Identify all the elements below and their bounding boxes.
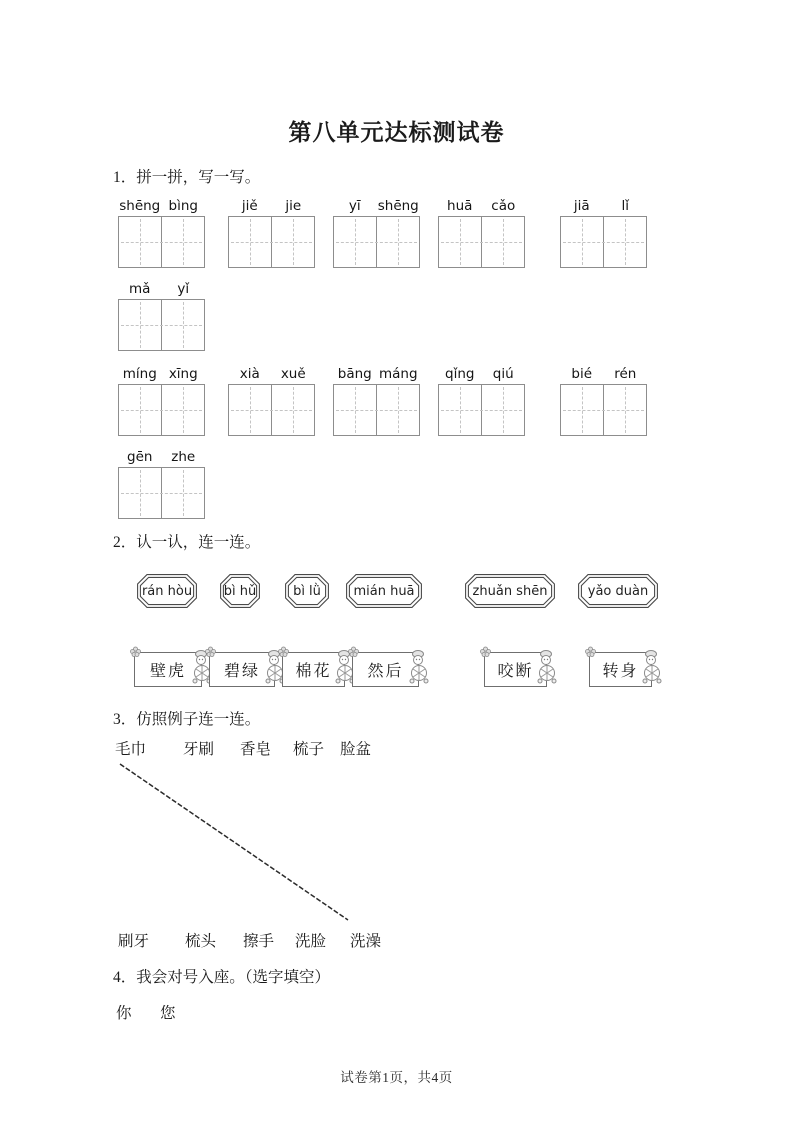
pinyin-syllable: xià <box>239 366 260 382</box>
pinyin-syllable: mǎ <box>129 281 151 297</box>
grid-cell <box>561 217 603 267</box>
grid-cell <box>376 217 419 267</box>
match-word-top: 脸盆 <box>340 741 372 758</box>
pinyin-word: rán hòu <box>141 583 193 599</box>
pinyin-frame <box>578 574 658 608</box>
grid-cell <box>376 385 419 435</box>
pinyin-word: mián huā <box>353 583 415 599</box>
pinyin-syllable: huā <box>447 198 473 214</box>
turtle-icon <box>537 648 557 688</box>
writing-grid <box>118 467 205 519</box>
grid-cell <box>119 217 161 267</box>
grid-cell <box>161 300 204 350</box>
grid-cell <box>119 468 161 518</box>
word-label: 碧绿 <box>223 663 260 680</box>
writing-grid <box>438 384 525 436</box>
word-label: 棉花 <box>295 663 332 680</box>
grid-cell <box>229 217 271 267</box>
grid-cell <box>229 385 271 435</box>
word-card <box>282 652 345 687</box>
pinyin-syllable: jiā <box>573 198 590 214</box>
grid-cell <box>334 385 376 435</box>
match-word-top: 梳子 <box>293 741 325 758</box>
flower-icon <box>205 646 216 658</box>
pinyin-writing-group <box>228 366 315 436</box>
pinyin-word: bì lǜ <box>293 583 321 599</box>
word-card <box>209 652 275 687</box>
question-1-label: 1．拼一拼，写一写。 <box>113 169 261 186</box>
pinyin-syllable: qǐng <box>445 366 475 382</box>
word-label: 壁虎 <box>149 663 186 680</box>
pinyin-writing-group <box>228 198 315 268</box>
writing-grid <box>228 384 315 436</box>
pinyin-syllable: yī <box>348 198 361 214</box>
grid-cell <box>334 217 376 267</box>
grid-cell <box>439 385 481 435</box>
page-footer: 试卷第1页，共4页 <box>340 1070 453 1085</box>
pinyin-syllable: xuě <box>280 366 306 382</box>
pinyin-syllable: yǐ <box>177 281 190 297</box>
pinyin-frame <box>220 574 260 608</box>
word-card <box>352 652 419 687</box>
grid-cell <box>271 385 314 435</box>
pinyin-syllable: bāng <box>337 366 372 382</box>
grid-cell <box>161 468 204 518</box>
grid-cell <box>561 385 603 435</box>
pinyin-syllable: máng <box>378 366 418 382</box>
pinyin-syllable: míng <box>122 366 157 382</box>
pinyin-syllable: xīng <box>168 366 198 382</box>
pinyin-frame <box>346 574 422 608</box>
pinyin-writing-group <box>560 366 647 436</box>
pinyin-frame <box>465 574 555 608</box>
match-word-bottom: 洗脸 <box>295 933 327 950</box>
match-word-top: 毛巾 <box>115 741 147 758</box>
pinyin-syllable: bìng <box>168 198 198 214</box>
grid-cell <box>603 385 646 435</box>
grid-cell <box>119 385 161 435</box>
flower-icon <box>348 646 359 658</box>
grid-cell <box>439 217 481 267</box>
match-word-bottom: 梳头 <box>185 933 217 950</box>
pinyin-frame <box>285 574 329 608</box>
pinyin-syllable: cǎo <box>491 198 516 214</box>
writing-grid <box>333 216 420 268</box>
grid-cell <box>271 217 314 267</box>
pinyin-writing-group <box>560 198 647 268</box>
pinyin-word: bì hǔ <box>223 583 257 599</box>
writing-grid <box>118 216 205 268</box>
pinyin-syllable: qiú <box>492 366 514 382</box>
pinyin-writing-group <box>118 198 205 268</box>
pinyin-syllable: shēng <box>119 198 161 214</box>
writing-grid <box>560 384 647 436</box>
word-label: 转身 <box>602 663 639 680</box>
pinyin-syllable: rén <box>614 366 637 382</box>
writing-grid <box>333 384 420 436</box>
pinyin-syllable: jie <box>285 198 302 214</box>
writing-grid <box>438 216 525 268</box>
flower-icon <box>278 646 289 658</box>
choice-word: 您 <box>160 1005 176 1022</box>
pinyin-syllable: shēng <box>377 198 419 214</box>
match-word-bottom: 洗澡 <box>350 933 382 950</box>
flower-icon <box>480 646 491 658</box>
match-word-bottom: 擦手 <box>243 933 275 950</box>
word-card <box>484 652 547 687</box>
question-4-label: 4．我会对号入座。（选字填空） <box>113 969 331 986</box>
pinyin-word: yǎo duàn <box>587 583 649 599</box>
word-label: 咬断 <box>497 663 534 680</box>
pinyin-frame <box>137 574 197 608</box>
word-card <box>134 652 202 687</box>
flower-icon <box>585 646 596 658</box>
pinyin-syllable: lǐ <box>621 198 629 214</box>
pinyin-writing-group <box>333 366 420 436</box>
grid-cell <box>161 217 204 267</box>
match-word-top: 牙刷 <box>183 741 215 758</box>
grid-cell <box>603 217 646 267</box>
pinyin-word: zhuǎn shēn <box>472 583 548 599</box>
writing-grid <box>118 299 205 351</box>
pinyin-writing-group <box>118 449 205 519</box>
pinyin-syllable: zhe <box>171 449 196 465</box>
question-3-label: 3．仿照例子连一连。 <box>113 711 261 728</box>
grid-cell <box>481 217 524 267</box>
pinyin-writing-group <box>118 281 205 351</box>
question-2-label: 2．认一认，连一连。 <box>113 534 261 551</box>
pinyin-writing-group <box>438 198 525 268</box>
pinyin-syllable: jiě <box>241 198 258 214</box>
pinyin-syllable: gēn <box>127 449 153 465</box>
flower-icon <box>130 646 141 658</box>
word-label: 然后 <box>367 663 404 680</box>
writing-grid <box>560 216 647 268</box>
grid-cell <box>481 385 524 435</box>
match-word-top: 香皂 <box>240 741 272 758</box>
pinyin-writing-group <box>333 198 420 268</box>
pinyin-writing-group <box>438 366 525 436</box>
match-word-bottom: 刷牙 <box>118 933 150 950</box>
turtle-icon <box>409 648 429 688</box>
turtle-icon <box>642 648 662 688</box>
writing-grid <box>118 384 205 436</box>
grid-cell <box>161 385 204 435</box>
page-title: 第八单元达标测试卷 <box>288 120 505 145</box>
pinyin-syllable: bié <box>571 366 593 382</box>
grid-cell <box>119 300 161 350</box>
pinyin-writing-group <box>118 366 205 436</box>
choice-word: 你 <box>116 1005 132 1022</box>
writing-grid <box>228 216 315 268</box>
word-card <box>589 652 652 687</box>
